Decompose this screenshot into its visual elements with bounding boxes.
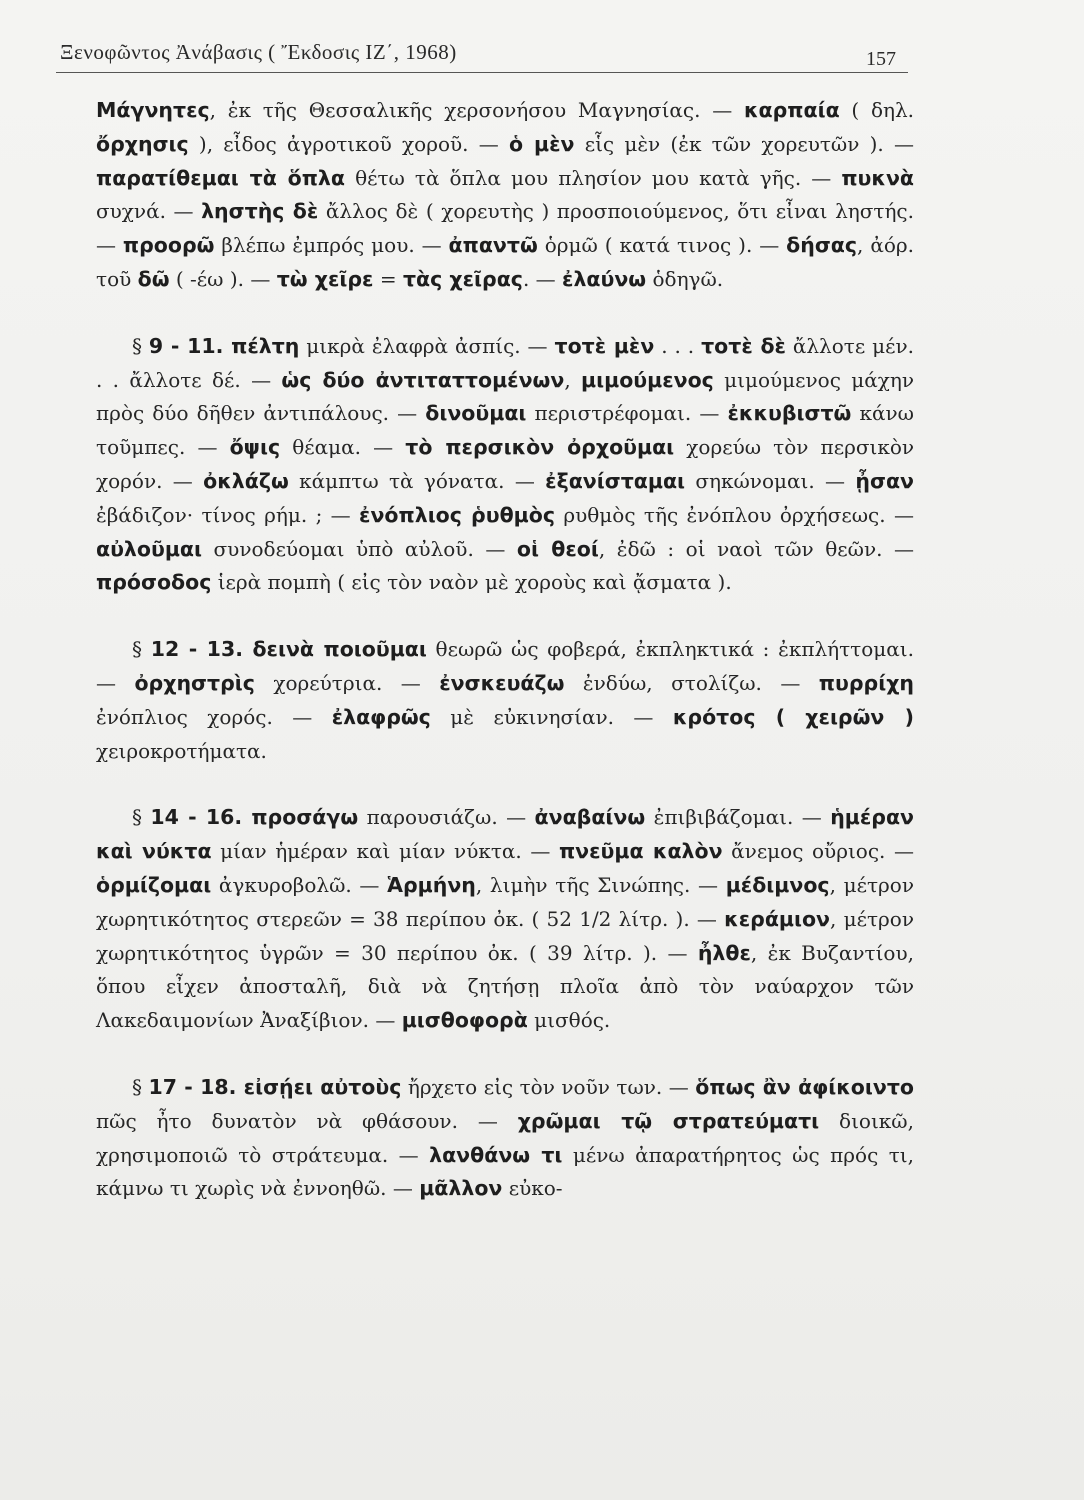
body-text	[96, 94, 914, 1206]
gloss: §	[132, 637, 151, 662]
gloss: , ἐδῶ : οἱ ναοὶ τῶν θεῶν. —	[598, 536, 915, 561]
gloss: μικρὰ ἐλαφρὰ ἀσπίς. —	[299, 333, 555, 358]
paragraph	[96, 330, 914, 600]
gloss: ,	[564, 367, 582, 392]
gloss: ἐπιβιβάζομαι. —	[645, 805, 831, 830]
gloss: μένω ἀπαρατήρητος ὡς πρός τι, κάμνω τι χωρὶς νὰ ἐννοηθῶ. —	[96, 1142, 914, 1201]
lemma: πρόσοδος	[96, 570, 212, 595]
gloss: σηκώνομαι. —	[685, 468, 856, 493]
lemma: πυκνὰ	[841, 165, 915, 190]
gloss: ἤρχετο εἰς τὸν νοῦν των. —	[401, 1074, 696, 1099]
page-number: 157	[866, 48, 896, 70]
gloss: §	[132, 805, 151, 830]
lemma: λανθάνω τι	[429, 1142, 563, 1167]
gloss: εἷς μὲν (ἐκ τῶν χορευτῶν ). —	[574, 131, 914, 156]
lemma: οἱ θεοί	[516, 536, 599, 561]
lemma: τὼ χεῖρε	[276, 266, 374, 291]
header-rule	[56, 72, 908, 73]
lemma: χρῶμαι τῷ στρατεύματι	[517, 1108, 820, 1133]
gloss: ὁρμῶ ( κατά τινος ). —	[537, 233, 787, 258]
gloss: χειροκροτήματα.	[96, 738, 267, 763]
gloss: ἐνόπλιος χορός. —	[96, 704, 332, 729]
gloss: θεωρῶ ὡς φοβερά, ἐκπληκτικά : ἐκπλήττομαι. —	[96, 637, 914, 695]
lemma: αὐλοῦμαι	[96, 536, 202, 561]
gloss: συχνά. —	[96, 199, 202, 224]
lemma: ἀναβαίνω	[534, 805, 646, 830]
lemma: Ἁρμήνη	[387, 872, 476, 897]
lemma: ὁρμίζομαι	[96, 872, 212, 897]
gloss: ), εἶδος ἀγροτικοῦ χοροῦ. —	[188, 131, 509, 156]
lemma: ἐξανίσταμαι	[545, 468, 686, 493]
lemma: ὄψις	[229, 435, 281, 460]
lemma: πνεῦμα καλὸν	[558, 839, 723, 864]
lemma: ληστὴς δὲ	[201, 199, 319, 224]
gloss: =	[373, 266, 403, 291]
lemma: κρότος ( χειρῶν )	[672, 704, 914, 729]
gloss: μὲ εὐκινησίαν. —	[430, 704, 673, 729]
lemma: δῶ	[137, 266, 170, 291]
lemma: ὄρχησις	[96, 131, 189, 156]
lemma: 14 - 16. προσάγω	[150, 805, 359, 830]
gloss: , μέτρον χωρητικότητος ὑγρῶν = 30 περίπου ὀκ. ( 39 λίτρ. ). —	[96, 906, 914, 965]
lemma: τοτὲ δὲ	[701, 333, 786, 358]
paragraph	[96, 633, 914, 768]
gloss: βλέπω ἐμπρός μου. —	[214, 233, 449, 258]
gloss: . —	[522, 266, 563, 291]
gloss: περιστρέφομαι. —	[526, 401, 728, 426]
lemma: ἐκκυβιστῶ	[727, 401, 852, 426]
lemma: μισθοφορὰ	[401, 1008, 528, 1033]
gloss: χορεύω τὸν περσικὸν χορόν. —	[96, 435, 915, 493]
lemma: μέδιμνος	[725, 872, 830, 897]
lemma: ἐνόπλιος ῥυθμὸς	[359, 502, 555, 527]
paragraph	[96, 94, 914, 297]
gloss: , λιμὴν τῆς Σινώπης. —	[475, 872, 726, 897]
lemma: 12 - 13. δεινὰ ποιοῦμαι	[150, 637, 427, 662]
lemma: ὁ μὲν	[508, 131, 575, 156]
lemma: προορῶ	[122, 233, 215, 258]
gloss: θέτω τὰ ὅπλα μου πλησίον μου κατὰ γῆς. —	[345, 165, 842, 190]
lemma: ἐλαύνω	[562, 266, 647, 291]
lemma: μᾶλλον	[419, 1176, 503, 1201]
gloss: θέαμα. —	[280, 435, 406, 460]
gloss: μίαν ἡμέραν καὶ μίαν νύκτα. —	[211, 839, 559, 864]
gloss: §	[132, 333, 149, 358]
gloss: ρυθμὸς τῆς ἐνόπλου ὀρχήσεως. —	[554, 502, 914, 527]
gloss: ( δηλ.	[839, 98, 914, 122]
gloss: ἀγκυροβολῶ. —	[211, 872, 388, 897]
lemma: ἐλαφρῶς	[331, 704, 431, 729]
gloss: , μέτρον χωρητικότητος στερεῶν = 38 περίπου ὀκ. ( 52 1/2 λίτρ. ). —	[96, 872, 915, 931]
gloss: , ἐκ Βυζαντίου, ὅπου εἶχεν ἀποσταλῆ, διὰ νὰ ζητήσῃ πλοῖα ἀπὸ τὸν ναύαρχον τῶν Λακεδαιμονίων Ἀναξίβιον. —	[96, 940, 914, 1033]
lemma: δήσας	[786, 233, 858, 258]
gloss: εὐκο-	[502, 1176, 563, 1201]
gloss: μισθός.	[527, 1008, 611, 1033]
gloss: ἄνεμος οὔριος. —	[722, 839, 914, 864]
gloss: ὁδηγῶ.	[646, 266, 724, 291]
lemma: δινοῦμαι	[425, 401, 527, 426]
lemma: 17 - 18. εἰσῄει αὐτοὺς	[148, 1074, 402, 1099]
lemma: ὀκλάζω	[203, 468, 289, 493]
gloss: , ἐκ τῆς Θεσσαλικῆς χερσονήσου Μαγνησίας. —	[209, 98, 744, 122]
lemma: ἀπαντῶ	[448, 233, 538, 258]
lemma: ὅπως ἂν ἀφίκοιντο	[695, 1074, 915, 1099]
paragraph	[96, 1071, 914, 1206]
lemma: 9 - 11. πέλτη	[148, 333, 300, 358]
lemma: ἦλθε	[697, 940, 751, 965]
gloss: πῶς ἦτο δυνατὸν νὰ φθάσουν. —	[96, 1108, 518, 1133]
gloss: κάμπτω τὰ γόνατα. —	[288, 468, 546, 493]
lemma: ἡμέραν καὶ νύκτα	[96, 805, 915, 864]
gloss: ἐβάδιζον· τίνος ρήμ. ; —	[96, 502, 360, 527]
gloss: μιμούμενος μάχην πρὸς δύο δῆθεν ἀντιπάλους. —	[96, 367, 915, 426]
lemma: Μάγνητες	[96, 98, 210, 122]
lemma: παρατίθεμαι τὰ ὅπλα	[96, 165, 345, 190]
gloss: χορεύτρια. —	[254, 670, 440, 695]
lemma: τὸ περσικὸν ὀρχοῦμαι	[405, 435, 675, 460]
lemma: τοτὲ μὲν	[554, 333, 655, 358]
lemma: μιμούμενος	[581, 367, 714, 392]
gloss: ἐνδύω, στολίζω. —	[564, 670, 819, 695]
gloss: §	[132, 1074, 149, 1099]
gloss: ἄλλοτε μέν. . . ἄλλοτε δέ. —	[96, 333, 914, 392]
gloss: παρουσιάζω. —	[358, 805, 535, 830]
gloss: ἄλλος δὲ ( χορευτὴς ) προσποιούμενος, ὅτι εἶναι ληστής. —	[96, 199, 914, 258]
gloss: διοικῶ, χρησιμοποιῶ τὸ στράτευμα. —	[96, 1108, 914, 1167]
lemma: καρπαία	[743, 98, 840, 122]
lemma: ὡς δύο ἀντιταττομένων	[281, 367, 565, 392]
paragraph	[96, 801, 914, 1038]
lemma: πυρρίχη	[818, 670, 915, 695]
lemma: ἐνσκευάζω	[439, 670, 565, 695]
gloss: ( -έω ). —	[169, 266, 277, 291]
gloss: , ἀόρ. τοῦ	[96, 233, 914, 291]
gloss: κάνω τοῦμπες. —	[96, 401, 914, 460]
gloss: ἱερὰ πομπὴ ( εἰς τὸν ναὸν μὲ χοροὺς καὶ ᾄσματα ).	[211, 570, 732, 595]
lemma: ᾖσαν	[855, 468, 914, 493]
lemma: κεράμιον	[724, 906, 831, 931]
lemma: τὰς χεῖρας	[402, 266, 523, 291]
lemma: ὀρχηστρὶς	[134, 670, 255, 695]
running-header: Ξενοφῶντος Ἀνάβασις ( Ἔκδοσις ΙΖ΄, 1968)	[60, 40, 457, 64]
gloss: συνοδεύομαι ὑπὸ αὐλοῦ. —	[201, 536, 517, 561]
gloss: . . .	[654, 333, 702, 358]
